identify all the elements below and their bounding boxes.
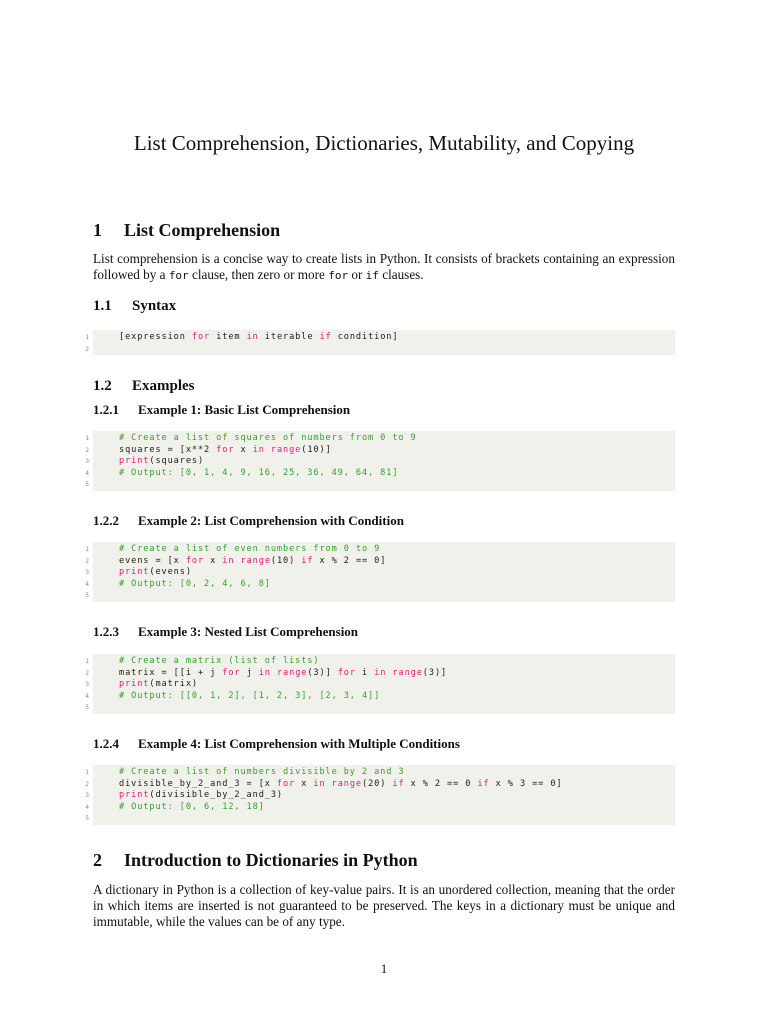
code-line bbox=[85, 790, 675, 802]
code-text: (3)] bbox=[307, 667, 338, 678]
code-keyword: for bbox=[337, 667, 356, 678]
code-text: divisible_by_2_and_3 = [x bbox=[119, 778, 277, 789]
section-number: 1 bbox=[93, 220, 102, 240]
code-text: [expression bbox=[119, 332, 192, 342]
code-line bbox=[85, 433, 675, 445]
line-number: 1 bbox=[85, 658, 89, 665]
code-text: (10) bbox=[270, 555, 302, 566]
code-text: (matrix) bbox=[149, 679, 198, 689]
code-keyword: in bbox=[246, 332, 259, 342]
example-4-heading bbox=[93, 736, 460, 752]
text-run: A dictionary in Python is a collection of key-value pairs. It is an unordered collection, meaning that the order in which items are inserted is not guaranteed to be preserved. The keys in a dictionary must be unique and immutable, while the values can be of any type. bbox=[93, 882, 675, 929]
line-number: 1 bbox=[85, 546, 89, 553]
example-number: 1.2.4 bbox=[93, 736, 119, 751]
section-title: Introduction to Dictionaries in Python bbox=[124, 850, 418, 870]
code-line bbox=[85, 578, 675, 591]
code-text: x bbox=[234, 444, 253, 455]
code-keyword: for bbox=[185, 555, 205, 566]
code-comment: # Output: [0, 1, 4, 9, 16, 25, 36, 49, 64, 81] bbox=[119, 467, 399, 478]
code-line bbox=[85, 344, 675, 356]
code-keyword: range bbox=[276, 667, 308, 678]
document-title: List Comprehension, Dictionaries, Mutability, and Copying bbox=[133, 131, 635, 155]
example-number: 1.2.3 bbox=[93, 624, 119, 639]
code-keyword: for bbox=[191, 332, 211, 342]
code-keyword: print bbox=[119, 679, 150, 689]
example-1-heading bbox=[93, 402, 350, 418]
text-run: clauses. bbox=[378, 267, 424, 282]
line-number: 5 bbox=[85, 592, 89, 599]
code-keyword: range bbox=[240, 555, 271, 566]
code-keyword: if bbox=[301, 555, 314, 566]
code-text: (evens) bbox=[149, 567, 192, 577]
line-number: 1 bbox=[85, 435, 89, 442]
code-line bbox=[85, 702, 675, 714]
example-3-heading bbox=[93, 624, 358, 640]
code-block-example-3 bbox=[85, 654, 675, 714]
subsection-title: Syntax bbox=[132, 298, 177, 314]
line-number: 2 bbox=[85, 557, 89, 565]
code-text: x bbox=[204, 555, 223, 566]
code-block-example-1 bbox=[85, 431, 675, 491]
code-comment: # Output: [0, 6, 12, 18] bbox=[119, 801, 265, 812]
code-keyword: range bbox=[331, 778, 362, 789]
code-keyword: for bbox=[216, 444, 235, 455]
code-text: matrix = [[i + j bbox=[119, 667, 223, 678]
example-number: 1.2.1 bbox=[93, 402, 119, 417]
code-line bbox=[85, 778, 675, 791]
code-comment: # Output: [0, 2, 4, 6, 8] bbox=[119, 578, 271, 589]
code-text: x % 2 == 0] bbox=[313, 555, 387, 566]
code-line bbox=[85, 801, 675, 814]
line-number: 2 bbox=[85, 669, 89, 677]
subsection-number: 1.2 bbox=[93, 378, 112, 394]
section-number: 2 bbox=[93, 850, 102, 870]
code-comment: # Create a list of even numbers from 0 to 9 bbox=[119, 544, 381, 554]
code-line bbox=[85, 690, 675, 703]
line-number: 2 bbox=[85, 345, 89, 353]
line-number: 4 bbox=[85, 469, 89, 477]
subsection-heading-examples bbox=[93, 378, 195, 395]
code-text: x % 2 == 0 bbox=[404, 778, 478, 789]
code-keyword: if bbox=[477, 778, 490, 789]
section1-intro-paragraph bbox=[93, 251, 675, 284]
code-text: x bbox=[295, 778, 314, 789]
page-number: 1 bbox=[380, 961, 388, 976]
line-number: 1 bbox=[85, 334, 89, 341]
code-keyword: in bbox=[252, 444, 265, 455]
code-line bbox=[85, 813, 675, 825]
code-keyword: in bbox=[374, 667, 387, 678]
code-comment: # Create a list of squares of numbers from 0 to 9 bbox=[119, 433, 417, 443]
code-block-example-2 bbox=[85, 542, 675, 602]
line-number: 3 bbox=[85, 792, 89, 799]
code-line bbox=[85, 456, 675, 468]
code-keyword: range bbox=[270, 444, 302, 455]
code-keyword: in bbox=[222, 555, 235, 566]
code-text: squares = [x**2 bbox=[119, 444, 217, 455]
code-line bbox=[85, 444, 675, 457]
code-text: condition] bbox=[331, 332, 399, 342]
code-line bbox=[85, 479, 675, 491]
code-text: j bbox=[240, 667, 259, 678]
example-title: Example 2: List Comprehension with Condition bbox=[138, 513, 404, 528]
code-line bbox=[85, 679, 675, 691]
code-line bbox=[85, 656, 675, 668]
line-number: 2 bbox=[85, 780, 89, 788]
text-run: or bbox=[348, 267, 366, 282]
code-text: iterable bbox=[258, 332, 320, 342]
line-number: 1 bbox=[85, 769, 89, 776]
code-keyword: range bbox=[392, 667, 423, 678]
code-keyword: if bbox=[319, 332, 332, 342]
section-title: List Comprehension bbox=[124, 220, 281, 240]
inline-code: for bbox=[328, 269, 349, 282]
code-text: (20) bbox=[362, 778, 393, 789]
section-heading-list-comprehension bbox=[93, 220, 280, 241]
text-run: List comprehension is a concise way to create lists in Python. It consists of brackets containing an expression followed by a bbox=[93, 251, 675, 282]
subsection-title: Examples bbox=[132, 378, 195, 394]
code-keyword: if bbox=[392, 778, 405, 789]
code-keyword: for bbox=[222, 667, 241, 678]
line-number: 5 bbox=[85, 704, 89, 711]
subsection-heading-syntax bbox=[93, 298, 176, 315]
code-keyword: in bbox=[258, 667, 271, 678]
code-line bbox=[85, 555, 675, 568]
example-number: 1.2.2 bbox=[93, 513, 119, 528]
code-line bbox=[85, 544, 675, 556]
section-heading-dictionaries bbox=[93, 850, 418, 871]
example-title: Example 3: Nested List Comprehension bbox=[138, 624, 359, 639]
line-number: 3 bbox=[85, 569, 89, 576]
line-number: 5 bbox=[85, 815, 89, 822]
line-number: 4 bbox=[85, 803, 89, 811]
inline-code: if bbox=[365, 269, 379, 282]
example-2-heading bbox=[93, 513, 404, 529]
line-number: 3 bbox=[85, 458, 89, 465]
line-number: 4 bbox=[85, 580, 89, 588]
code-comment: # Output: [[0, 1, 2], [1, 2, 3], [2, 3, 4]] bbox=[119, 690, 381, 701]
line-number: 4 bbox=[85, 692, 89, 700]
code-line bbox=[85, 567, 675, 579]
line-number: 2 bbox=[85, 446, 89, 454]
section2-intro-paragraph bbox=[93, 882, 675, 930]
code-text: x % 3 == 0] bbox=[489, 778, 563, 789]
code-keyword: print bbox=[119, 567, 150, 577]
code-comment: # Create a matrix (list of lists) bbox=[119, 656, 320, 666]
code-text: (10)] bbox=[301, 444, 332, 455]
line-number: 3 bbox=[85, 681, 89, 688]
code-text: i bbox=[355, 667, 375, 678]
code-text: (divisible_by_2_and_3) bbox=[149, 790, 284, 800]
subsection-number: 1.1 bbox=[93, 298, 112, 314]
inline-code: for bbox=[168, 269, 189, 282]
line-number: 5 bbox=[85, 481, 89, 488]
code-text: item bbox=[210, 332, 247, 342]
code-line bbox=[85, 332, 675, 344]
text-run: clause, then zero or more bbox=[188, 267, 329, 282]
code-line bbox=[85, 767, 675, 779]
code-keyword: print bbox=[119, 790, 150, 800]
code-keyword: for bbox=[276, 778, 296, 789]
code-text: (3)] bbox=[422, 667, 448, 678]
code-keyword: in bbox=[313, 778, 326, 789]
code-keyword: print bbox=[119, 456, 150, 466]
example-title: Example 4: List Comprehension with Multiple Conditions bbox=[138, 736, 460, 751]
code-comment: # Create a list of numbers divisible by 2 and 3 bbox=[119, 767, 405, 777]
code-line bbox=[85, 590, 675, 602]
code-block-syntax bbox=[85, 330, 675, 355]
code-block-example-4 bbox=[85, 765, 675, 825]
code-text: (squares) bbox=[149, 456, 205, 466]
example-title: Example 1: Basic List Comprehension bbox=[138, 402, 351, 417]
code-line bbox=[85, 467, 675, 480]
code-line bbox=[85, 667, 675, 680]
code-text: evens = [x bbox=[119, 555, 186, 566]
